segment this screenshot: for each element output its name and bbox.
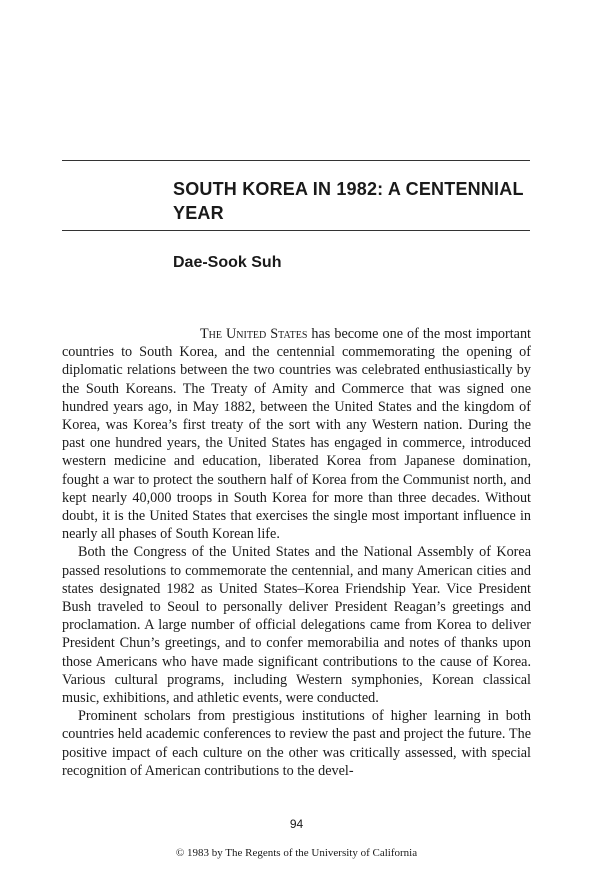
copyright-notice: © 1983 by The Regents of the University of California	[175, 847, 418, 859]
body-paragraph: Prominent scholars from prestigious institutions of higher learning in both countries held academic conferences to review the past and project the future. The positive impact of each culture on the other was critically assessed, with special recognition of American contributions to the devel-	[62, 708, 531, 779]
top-rule	[62, 160, 530, 161]
author-name: Dae-Sook Suh	[173, 254, 282, 271]
page-number: 94	[289, 817, 304, 831]
article-title: SOUTH KOREA IN 1982: A CENTENNIAL YEAR	[173, 179, 524, 223]
title-rule	[62, 230, 530, 231]
body-paragraph: Both the Congress of the United States and the National Assembly of Korea passed resolutions to commemorate the centennial, and many American cities and states designated 1982 as United States–Korea Friendship Year. Vice President Bush traveled to Seoul to personally deliver President Reagan’s greetings and proclamation. A large number of official delegations came from Korea to deliver President Chun’s greetings, and to confer memorabilia and notes of thanks upon those Americans who have made significant contributions to the cause of Korea. Various cultural programs, including Western symphonies, Korean classical music, exhibitions, and athletic events, were conducted.	[62, 544, 531, 707]
article-body	[62, 325, 531, 780]
paragraph-text: has become one of the most important countries to South Korea, and the centennial commemorating the opening of diplomatic relations between the two countries was celebrated enthusiastically by the South Koreans. The Treaty of Amity and Commerce that was signed one hundred years ago, in May 1882, between the United States and the kingdom of Korea, was Korea’s first treaty of the sort with any Western nation. During the past one hundred years, the United States has engaged in commerce, introduced western medicine and education, liberated Korea from Japanese domination, fought a war to protect the southern half of Korea from the Communist north, and kept nearly 40,000 troops in South Korea for more than three decades. Without doubt, it is the United States that exercises the single most important influence in nearly all phases of South Korean life.	[62, 326, 532, 543]
body-paragraph	[62, 325, 531, 543]
lead-in-smallcaps: The United States	[200, 326, 308, 342]
